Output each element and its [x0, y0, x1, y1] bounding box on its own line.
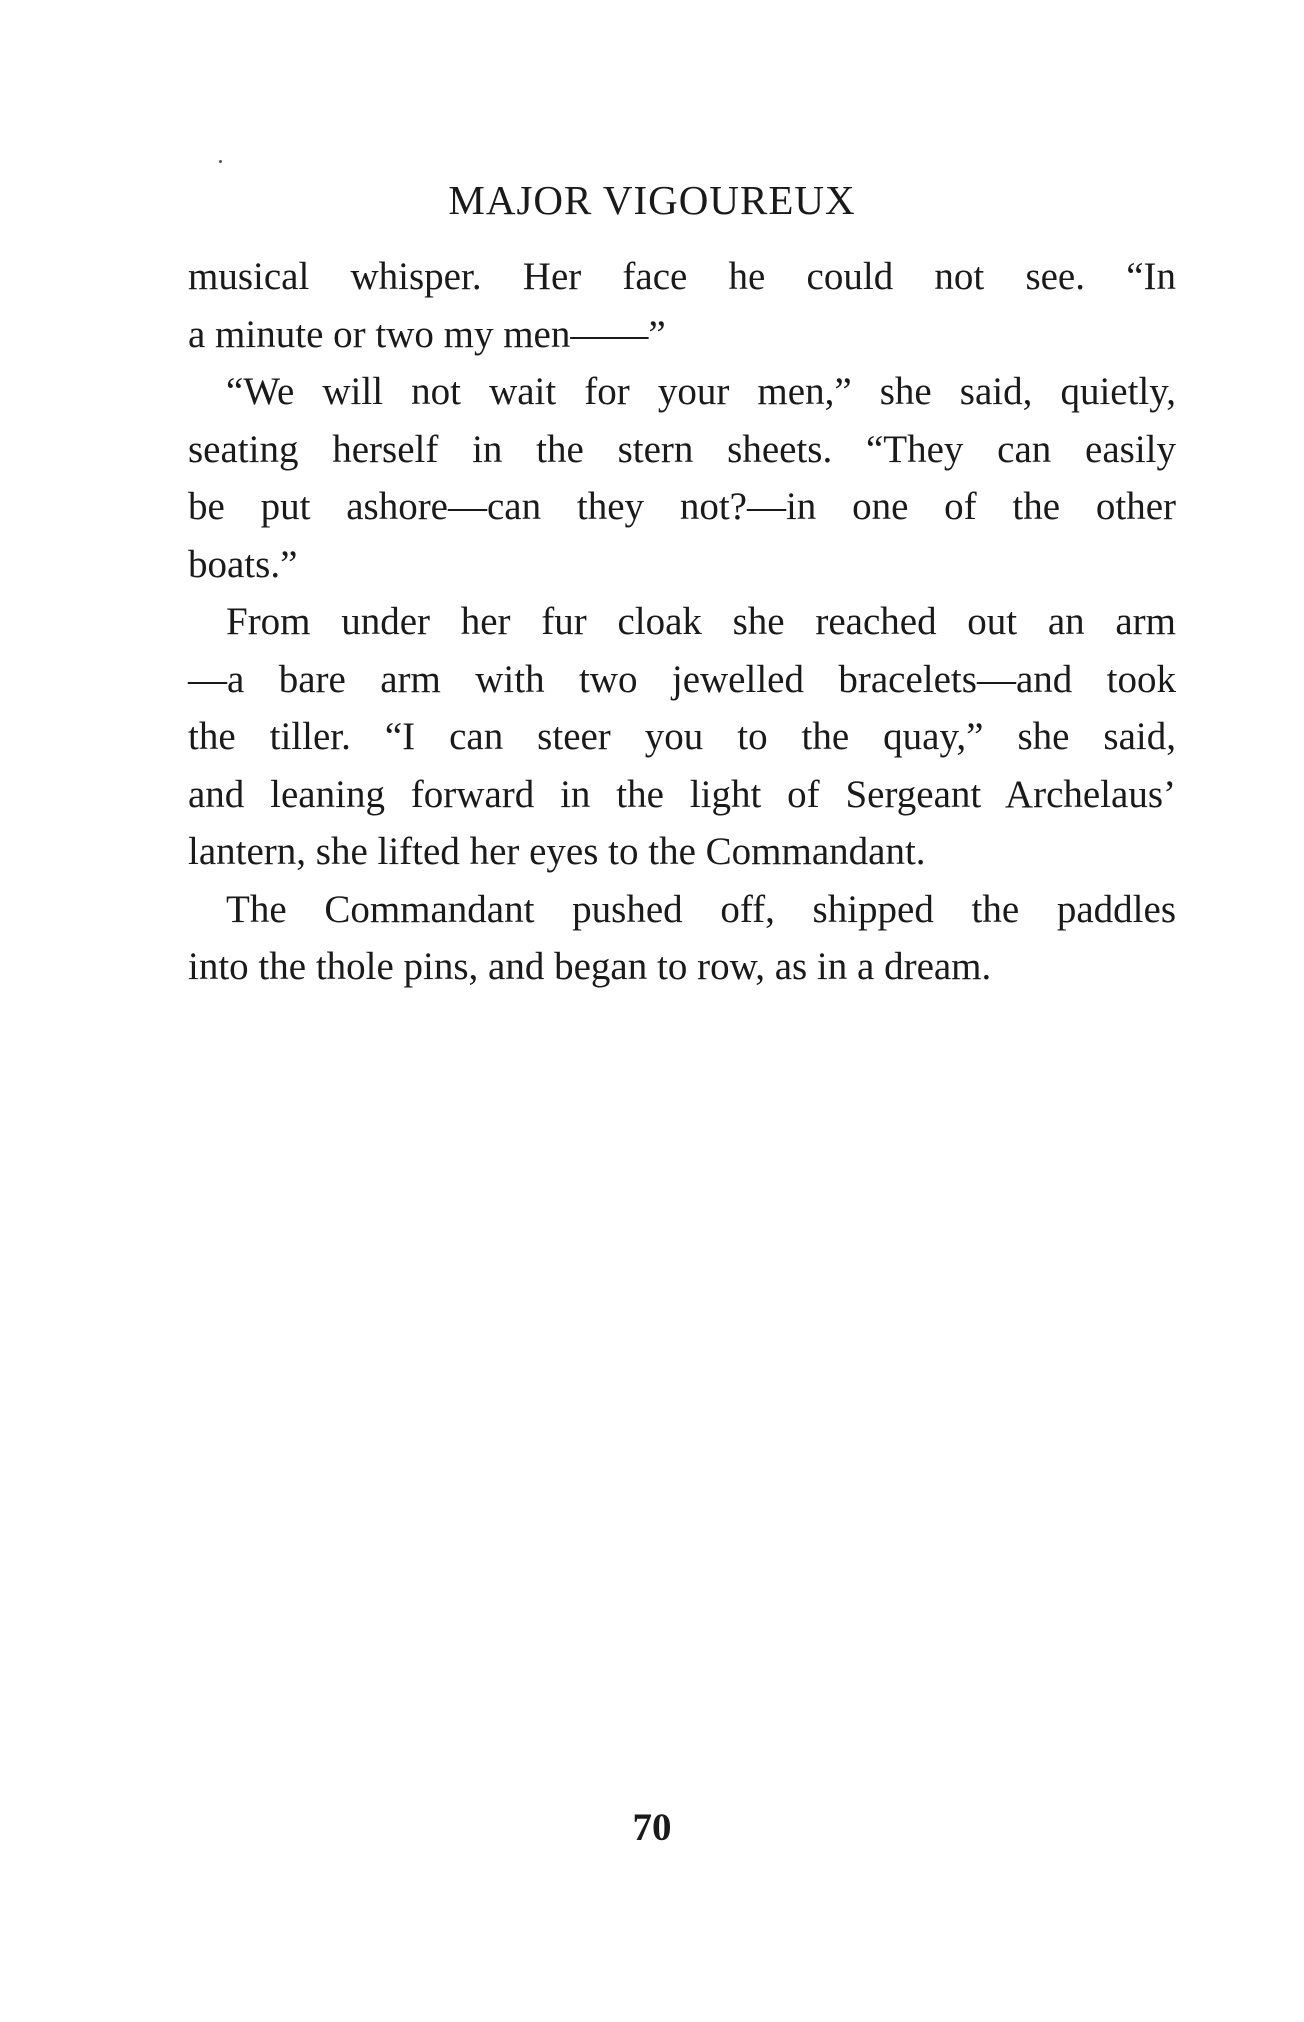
text-line: be put ashore—can they not?—in one of the other — [188, 485, 1176, 528]
text-line: a minute or two my men——” — [188, 312, 666, 356]
text-line: into the thole pins, and began to row, as in a dream. — [188, 945, 992, 988]
text-line: From under her fur cloak she reached out an arm — [226, 600, 1176, 643]
text-line: and leaning forward in the light of Sergeant Archelaus’ — [188, 772, 1176, 816]
print-speck — [219, 160, 222, 163]
text-line: seating herself in the stern sheets. “They can easily — [188, 427, 1176, 471]
page-number: 70 — [632, 1806, 672, 1849]
text-line: lantern, she lifted her eyes to the Commandant. — [188, 830, 926, 873]
text-line: musical whisper. Her face he could not see. “In — [188, 255, 1176, 298]
body-text — [188, 248, 1176, 996]
text-line: boats.” — [188, 542, 298, 586]
running-head: MAJOR VIGOUREUX — [448, 177, 856, 223]
text-line: —a bare arm with two jewelled bracelets—and took — [188, 657, 1176, 701]
text-line: “We will not wait for your men,” she said, quietly, — [226, 370, 1176, 413]
text-line: the tiller. “I can steer you to the quay,” she said, — [188, 715, 1176, 758]
text-line: The Commandant pushed off, shipped the paddles — [226, 887, 1176, 931]
